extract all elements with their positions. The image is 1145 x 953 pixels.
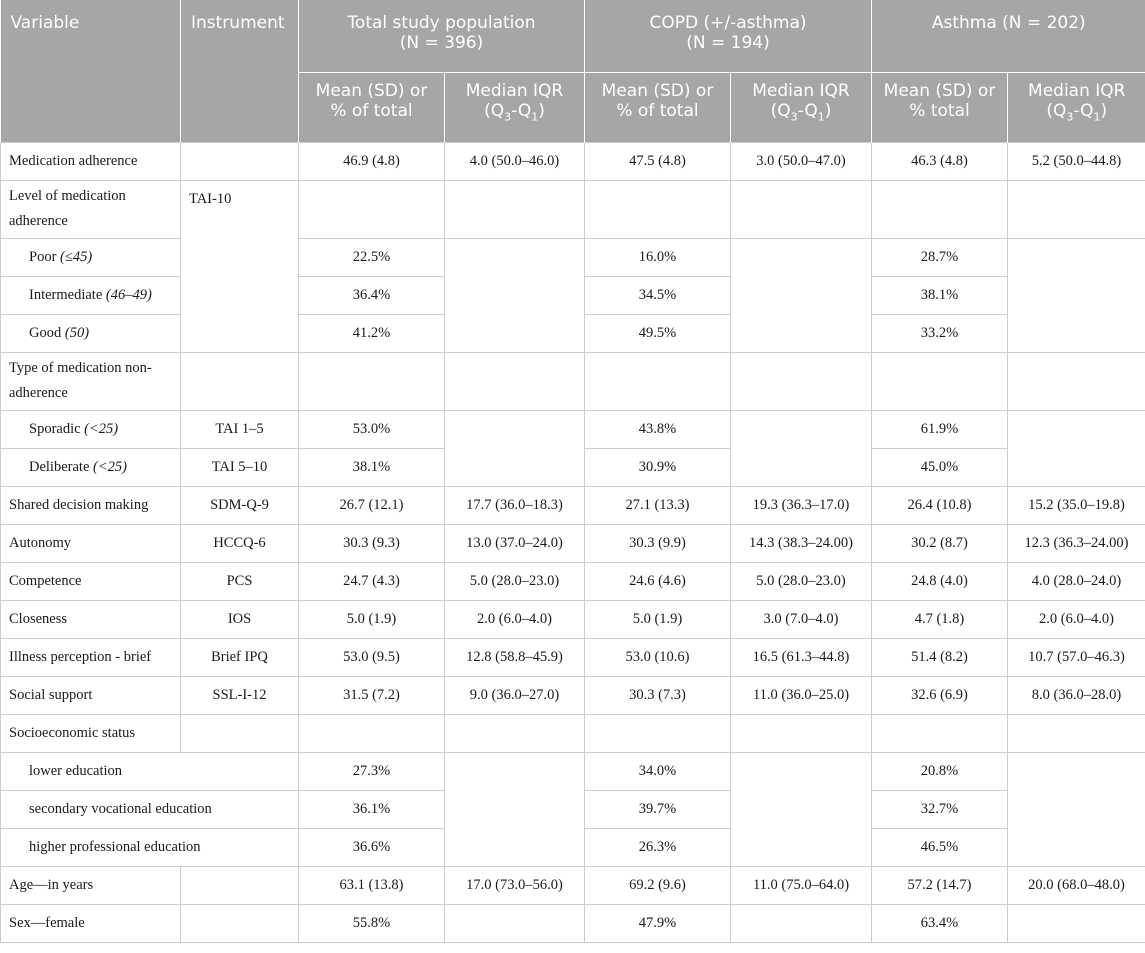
cell-value: 43.8% [585,410,731,448]
row-label: lower education [1,752,299,790]
table-row [1,486,1145,524]
header-copd-n: (N = 194) [686,33,770,53]
cell-value: 16.0% [585,238,731,276]
header-copd [585,0,872,72]
row-label: Deliberate (<25) [1,448,181,486]
cell-empty [1008,238,1145,352]
cell-value: 69.2 (9.6) [585,866,731,904]
header-mean-line2: % of total [330,100,413,121]
cell-value: 53.0% [299,410,445,448]
table-row [1,638,1145,676]
cell-empty [445,410,585,486]
cell-value: 34.5% [585,276,731,314]
row-instrument [181,352,299,410]
cell-empty [299,714,445,752]
header-mean-line1: Mean (SD) or [315,80,428,101]
cell-empty [872,714,1008,752]
table-row [1,352,1145,410]
row-label: Closeness [1,600,181,638]
cell-value: 22.5% [299,238,445,276]
table-body [1,142,1145,942]
cell-value: 4.7 (1.8) [872,600,1008,638]
header-mean-line1: Mean (SD) or [883,80,996,101]
cell-empty [731,904,872,942]
row-label: higher professional education [1,828,299,866]
table-row [1,180,1145,238]
cell-value: 27.1 (13.3) [585,486,731,524]
table-row [1,238,1145,276]
cell-empty [872,352,1008,410]
row-instrument: SSL-I-12 [181,676,299,714]
cell-value: 63.4% [872,904,1008,942]
cell-value: 38.1% [872,276,1008,314]
cell-value: 14.3 (38.3–24.00) [731,524,872,562]
cell-value: 5.0 (28.0–23.0) [731,562,872,600]
table-row [1,714,1145,752]
cell-value: 24.6 (4.6) [585,562,731,600]
cell-empty [731,752,872,866]
cell-empty [1008,352,1145,410]
cell-empty [585,352,731,410]
cell-value: 26.3% [585,828,731,866]
cell-empty [1008,180,1145,238]
cell-value: 33.2% [872,314,1008,352]
table-row [1,676,1145,714]
cell-value: 12.3 (36.3–24.00) [1008,524,1145,562]
row-label: Illness perception - brief [1,638,181,676]
cell-value: 5.0 (1.9) [299,600,445,638]
header-mean-line2: % total [909,100,970,121]
cell-value: 20.0 (68.0–48.0) [1008,866,1145,904]
header-total-n: (N = 396) [399,33,484,53]
header-asthma-mean [872,72,1008,142]
cell-value: 55.8% [299,904,445,942]
cell-empty [299,352,445,410]
table-row [1,562,1145,600]
cell-empty [731,238,872,352]
row-instrument: TAI-10 [181,180,299,352]
row-label: Social support [1,676,181,714]
cell-empty [1008,904,1145,942]
cell-value: 36.1% [299,790,445,828]
cell-value: 30.3 (7.3) [585,676,731,714]
table-header [1,0,1145,142]
cell-value: 30.9% [585,448,731,486]
cell-value: 53.0 (10.6) [585,638,731,676]
header-asthma-median: Median IQR $(Q_3-Q_1)$ [1008,72,1145,142]
cell-empty [1008,714,1145,752]
cell-value: 4.0 (50.0–46.0) [445,142,585,180]
cell-empty [872,180,1008,238]
cell-value: 30.3 (9.3) [299,524,445,562]
cell-value: 27.3% [299,752,445,790]
cell-value: 26.4 (10.8) [872,486,1008,524]
cell-value: 11.0 (36.0–25.0) [731,676,872,714]
row-instrument: Brief IPQ [181,638,299,676]
header-copd-mean [585,72,731,142]
row-instrument: HCCQ-6 [181,524,299,562]
cell-value: 36.6% [299,828,445,866]
cell-value: 3.0 (7.0–4.0) [731,600,872,638]
table-row [1,524,1145,562]
cell-value: 32.7% [872,790,1008,828]
cell-value: 39.7% [585,790,731,828]
cell-value: 11.0 (75.0–64.0) [731,866,872,904]
cell-value: 15.2 (35.0–19.8) [1008,486,1145,524]
row-label: Type of medication non-adherence [1,352,181,410]
cell-value: 47.9% [585,904,731,942]
cell-value: 30.3 (9.9) [585,524,731,562]
row-label: secondary vocational education [1,790,299,828]
cell-empty [585,714,731,752]
header-total-mean [299,72,445,142]
header-instrument: Instrument [181,0,299,142]
table-row [1,904,1145,942]
cell-value: 38.1% [299,448,445,486]
row-label: Sex—female [1,904,181,942]
cell-value: 51.4 (8.2) [872,638,1008,676]
header-asthma-title: Asthma (N = 202) [931,13,1086,33]
cell-value: 24.7 (4.3) [299,562,445,600]
cell-value: 41.2% [299,314,445,352]
cell-value: 26.7 (12.1) [299,486,445,524]
header-asthma [872,0,1145,72]
row-label: Autonomy [1,524,181,562]
table-row [1,752,1145,790]
cell-value: 17.7 (36.0–18.3) [445,486,585,524]
header-total-title: Total study population [347,13,536,33]
row-instrument [181,904,299,942]
cell-empty [1008,410,1145,486]
cell-value: 28.7% [872,238,1008,276]
row-label: Sporadic (<25) [1,410,181,448]
cell-empty [731,410,872,486]
cell-value: 2.0 (6.0–4.0) [445,600,585,638]
cell-value: 46.3 (4.8) [872,142,1008,180]
row-instrument [181,142,299,180]
cell-empty [731,180,872,238]
cell-value: 2.0 (6.0–4.0) [1008,600,1145,638]
row-label: Socioeconomic status [1,714,181,752]
header-variable: Variable [1,0,181,142]
row-label: Medication adherence [1,142,181,180]
cell-value: 46.9 (4.8) [299,142,445,180]
cell-value: 16.5 (61.3–44.8) [731,638,872,676]
cell-value: 9.0 (36.0–27.0) [445,676,585,714]
cell-empty [445,904,585,942]
row-label: Shared decision making [1,486,181,524]
row-label: Level of medication adherence [1,180,181,238]
cell-value: 20.8% [872,752,1008,790]
header-total-population [299,0,585,72]
cell-value: 46.5% [872,828,1008,866]
row-label: Poor (≤45) [1,238,181,276]
cell-value: 10.7 (57.0–46.3) [1008,638,1145,676]
header-mean-line2: % of total [616,100,699,121]
cell-empty [445,714,585,752]
cell-value: 5.0 (1.9) [585,600,731,638]
row-instrument [181,714,299,752]
cell-value: 12.8 (58.8–45.9) [445,638,585,676]
cell-empty [445,238,585,352]
cell-value: 3.0 (50.0–47.0) [731,142,872,180]
header-median-line1: Median IQR [465,80,564,101]
row-label: Intermediate (46–49) [1,276,181,314]
table-row [1,600,1145,638]
row-instrument: PCS [181,562,299,600]
header-total-median: Median IQR $(Q_3-Q_1)$ [445,72,585,142]
row-instrument: TAI 5–10 [181,448,299,486]
row-instrument: SDM-Q-9 [181,486,299,524]
cell-value: 30.2 (8.7) [872,524,1008,562]
cell-empty [299,180,445,238]
cell-value: 45.0% [872,448,1008,486]
header-copd-title: COPD (+/-asthma) [649,13,807,33]
cell-value: 53.0 (9.5) [299,638,445,676]
row-instrument [181,866,299,904]
table-row [1,866,1145,904]
cell-value: 47.5 (4.8) [585,142,731,180]
cell-value: 49.5% [585,314,731,352]
header-copd-median: Median IQR $(Q_3-Q_1)$ [731,72,872,142]
row-label: Competence [1,562,181,600]
cell-value: 5.2 (50.0–44.8) [1008,142,1145,180]
cell-empty [445,180,585,238]
cell-value: 63.1 (13.8) [299,866,445,904]
cell-empty [1008,752,1145,866]
header-median-line1: Median IQR [752,80,850,101]
cell-empty [445,752,585,866]
row-label: Good (50) [1,314,181,352]
cell-empty [731,352,872,410]
table-row [1,142,1145,180]
cell-empty [445,352,585,410]
cell-value: 5.0 (28.0–23.0) [445,562,585,600]
cell-value: 57.2 (14.7) [872,866,1008,904]
cell-value: 17.0 (73.0–56.0) [445,866,585,904]
cell-value: 19.3 (36.3–17.0) [731,486,872,524]
cell-value: 8.0 (36.0–28.0) [1008,676,1145,714]
cell-value: 34.0% [585,752,731,790]
cell-value: 32.6 (6.9) [872,676,1008,714]
cell-value: 13.0 (37.0–24.0) [445,524,585,562]
row-label: Age—in years [1,866,181,904]
header-median-line1: Median IQR [1028,80,1126,101]
row-instrument: TAI 1–5 [181,410,299,448]
header-mean-line1: Mean (SD) or [601,80,714,101]
cell-empty [731,714,872,752]
cell-empty [585,180,731,238]
cell-value: 31.5 (7.2) [299,676,445,714]
cell-value: 61.9% [872,410,1008,448]
row-instrument: IOS [181,600,299,638]
cell-value: 4.0 (28.0–24.0) [1008,562,1145,600]
cell-value: 24.8 (4.0) [872,562,1008,600]
table-row [1,410,1145,448]
cell-value: 36.4% [299,276,445,314]
